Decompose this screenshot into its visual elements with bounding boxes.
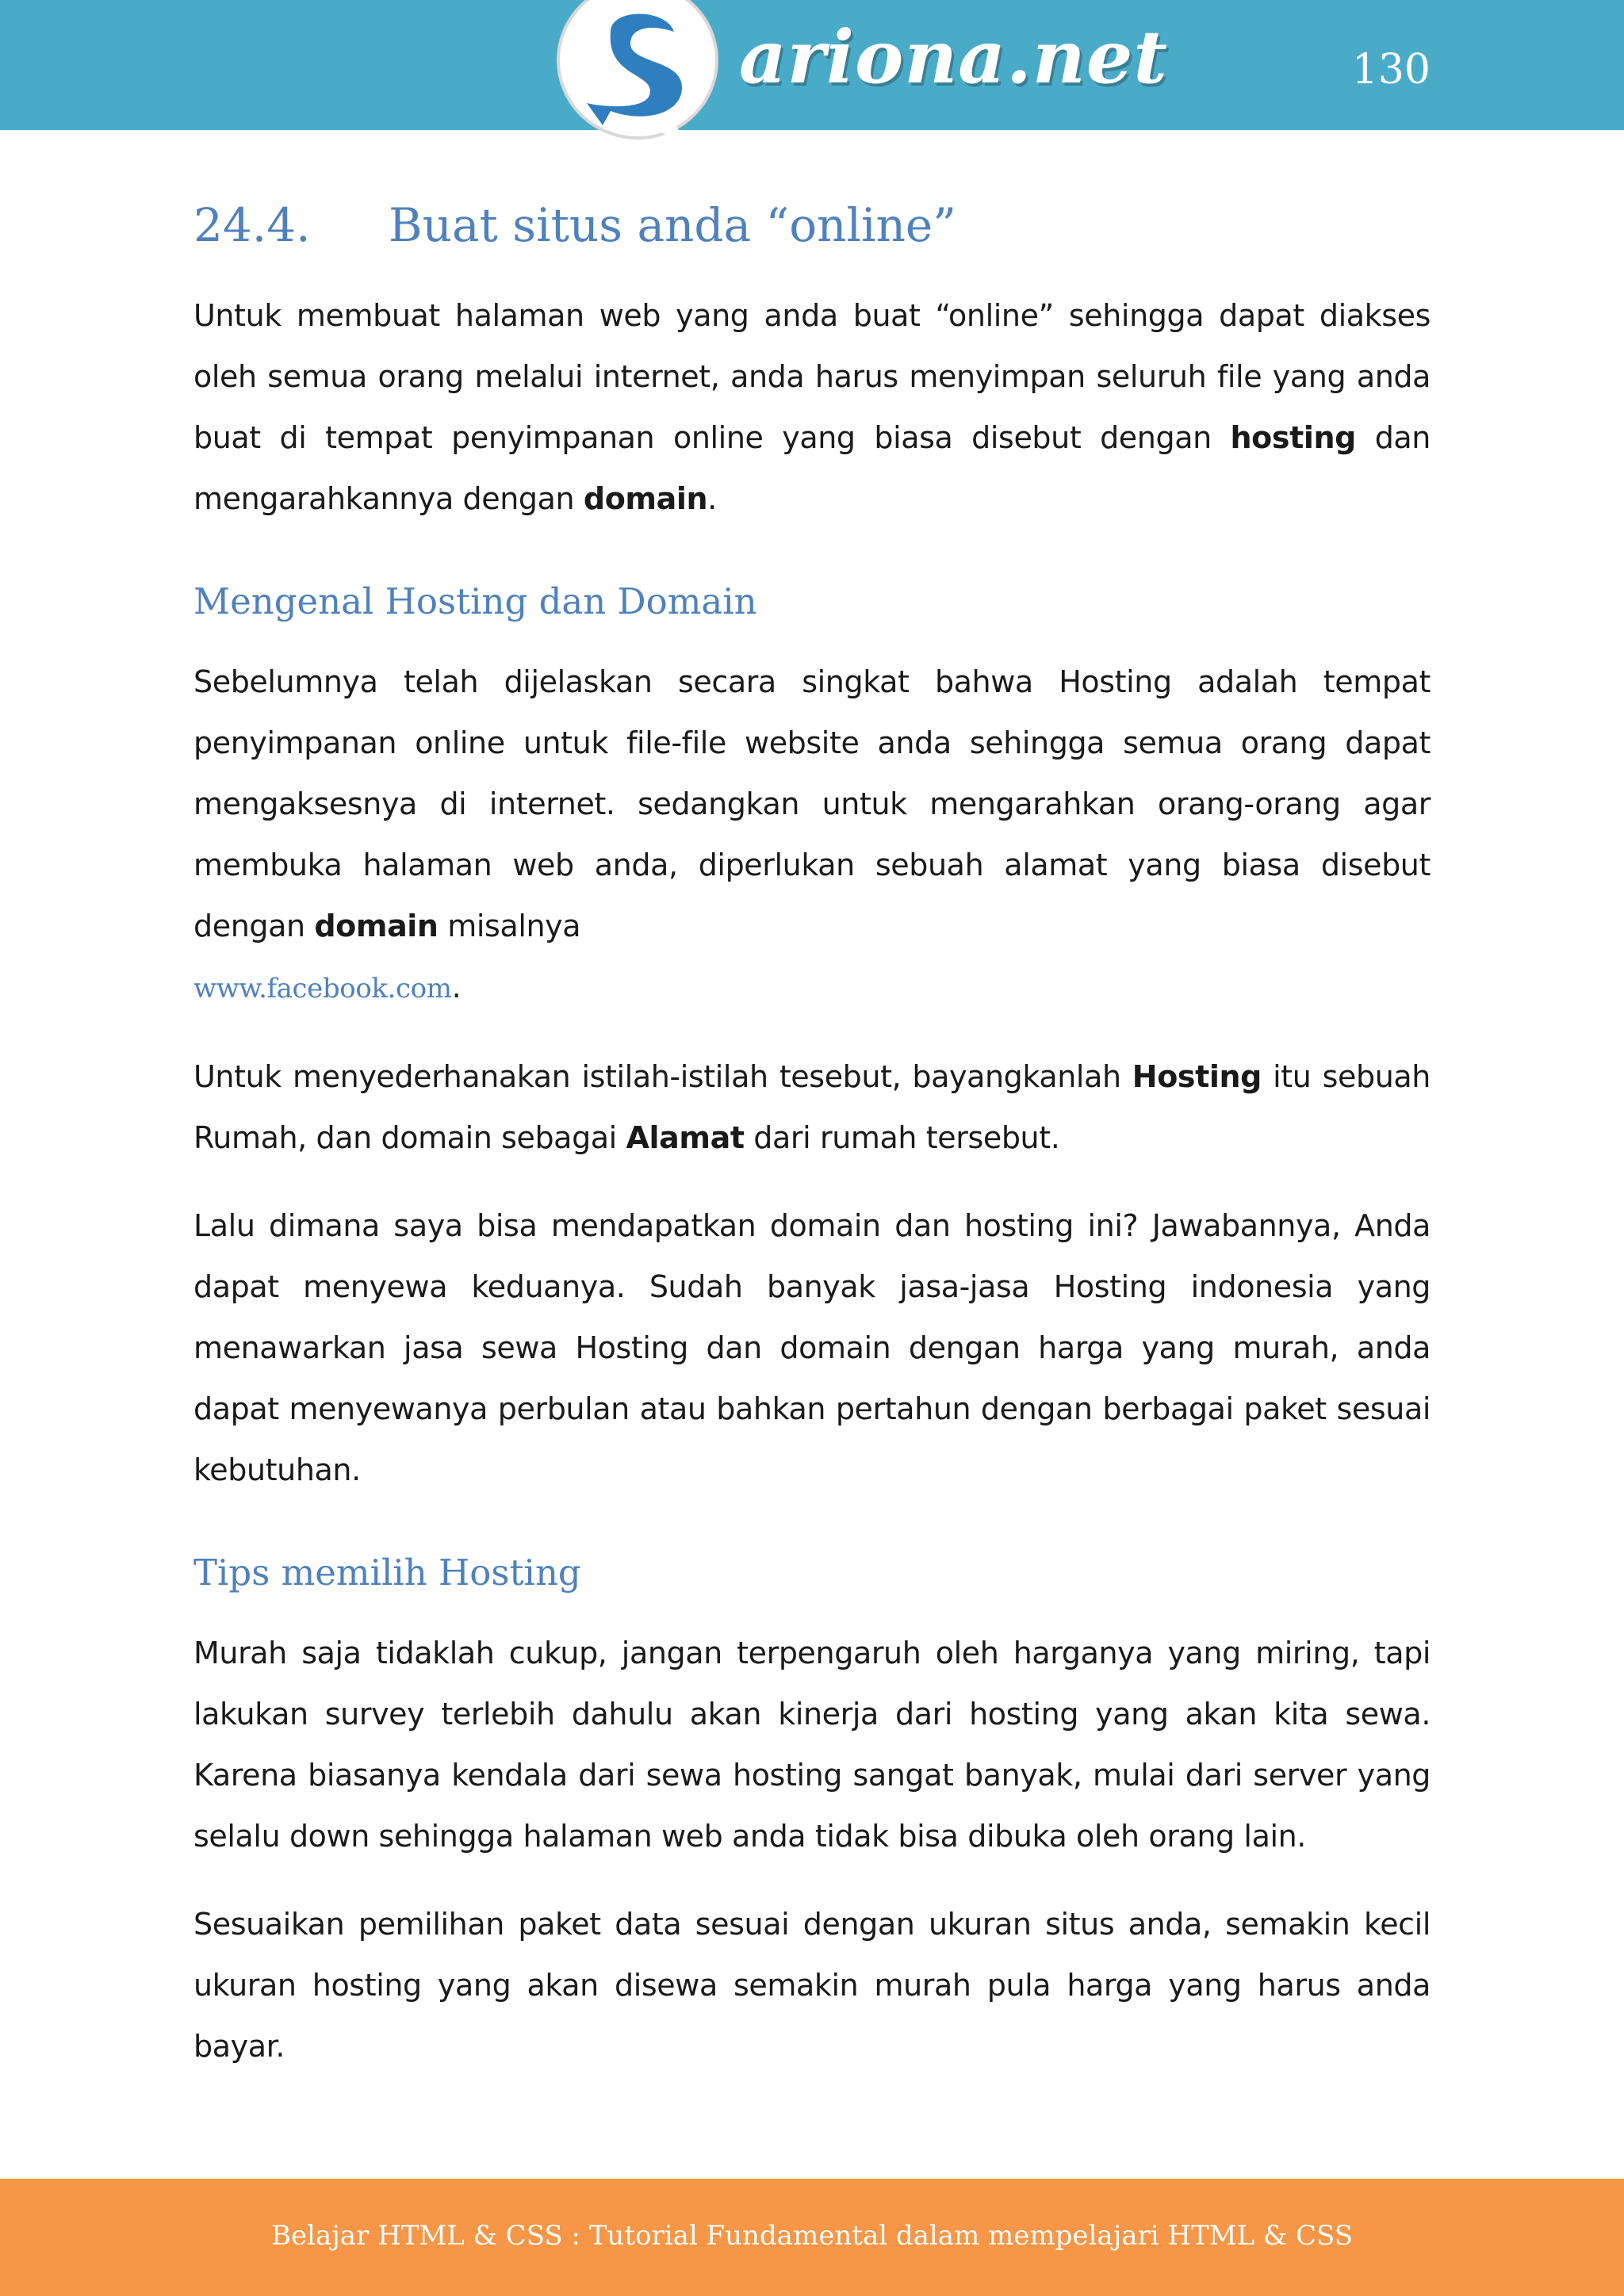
hosting-def-text-1: Sebelumnya telah dijelaskan secara singkat bahwa Hosting adalah tempat penyimpanan online untuk file-file website anda sehingga semua orang dapat mengaksesnya di internet. sedangkan untuk mengarahkan orang-orang agar membuka halaman web anda, diperlukan sebuah alamat yang biasa disebut dengan bbox=[193, 664, 1431, 943]
footer-text: Belajar HTML & CSS : Tutorial Fundamental dalam mempelajari HTML & CSS bbox=[270, 2220, 1354, 2252]
analogy-text-1: Untuk menyederhanakan istilah-istilah tesebut, bayangkanlah bbox=[193, 1058, 1132, 1094]
hosting-def-bold-domain: domain bbox=[314, 908, 439, 943]
subsection-title-hosting-domain: Mengenal Hosting dan Domain bbox=[193, 580, 757, 622]
analogy-bold-hosting: Hosting bbox=[1132, 1058, 1262, 1094]
intro-text-3: . bbox=[707, 480, 717, 516]
analogy-text-2: itu sebuah Rumah, dan domain sebagai bbox=[193, 1058, 1431, 1155]
site-logo[interactable] bbox=[555, 0, 1168, 143]
analogy-text-3: dari rumah tersebut. bbox=[744, 1119, 1060, 1155]
page-number: 130 bbox=[1351, 46, 1431, 94]
logo-text: ariona.net bbox=[739, 14, 1168, 100]
intro-text-1: Untuk membuat halaman web yang anda buat “online” sehingga dapat diakses oleh semua orang melalui internet, anda harus menyimpan seluruh file yang anda buat di tempat penyimpanan online yang biasa disebut dengan bbox=[193, 297, 1431, 455]
section-number: 24.4. bbox=[193, 198, 311, 252]
logo-badge-icon bbox=[555, 0, 720, 143]
hosting-def-text-2: misalnya bbox=[438, 908, 581, 943]
page-footer bbox=[0, 2179, 1624, 2296]
section-heading bbox=[193, 198, 1431, 254]
analogy-bold-alamat: Alamat bbox=[626, 1119, 745, 1155]
intro-paragraph bbox=[193, 285, 1431, 530]
paragraph-where-to-get: Lalu dimana saya bisa mendapatkan domain dan hosting ini? Jawabannya, Anda dapat menyewa keduanya. Sudah banyak jasa-jasa Hosting indonesia yang menawarkan jasa sewa Hosting dan domain dengan harga yang murah, anda dapat menyewanya perbulan atau bahkan pertahun dengan berbagai paket sesuai kebutuhan. bbox=[193, 1207, 1431, 1487]
intro-bold-domain: domain bbox=[583, 480, 708, 516]
paragraph-hosting-definition bbox=[193, 652, 1431, 1020]
page-header bbox=[0, 0, 1624, 130]
subsection-title-tips: Tips memilih Hosting bbox=[193, 1551, 581, 1594]
page-content bbox=[193, 182, 1431, 2104]
paragraph-analogy bbox=[193, 1047, 1431, 1169]
intro-bold-hosting: hosting bbox=[1230, 419, 1356, 455]
facebook-link[interactable]: www.facebook.com bbox=[193, 972, 452, 1004]
paragraph-tips-2: Sesuaikan pemilihan paket data sesuai dengan ukuran situs anda, semakin kecil ukuran hosting yang akan disewa semakin murah pula harga yang harus anda bayar. bbox=[193, 1906, 1431, 2064]
hosting-def-text-3: . bbox=[451, 969, 462, 1004]
intro-text-2: dan mengarahkannya dengan bbox=[193, 419, 1431, 516]
section-title: Buat situs anda “online” bbox=[389, 198, 956, 252]
paragraph-tips-1: Murah saja tidaklah cukup, jangan terpengaruh oleh harganya yang miring, tapi lakukan survey terlebih dahulu akan kinerja dari hosting yang akan kita sewa. Karena biasanya kendala dari sewa hosting sangat banyak, mulai dari server yang selalu down sehingga halaman web anda tidak bisa dibuka oleh orang lain. bbox=[193, 1635, 1431, 1854]
